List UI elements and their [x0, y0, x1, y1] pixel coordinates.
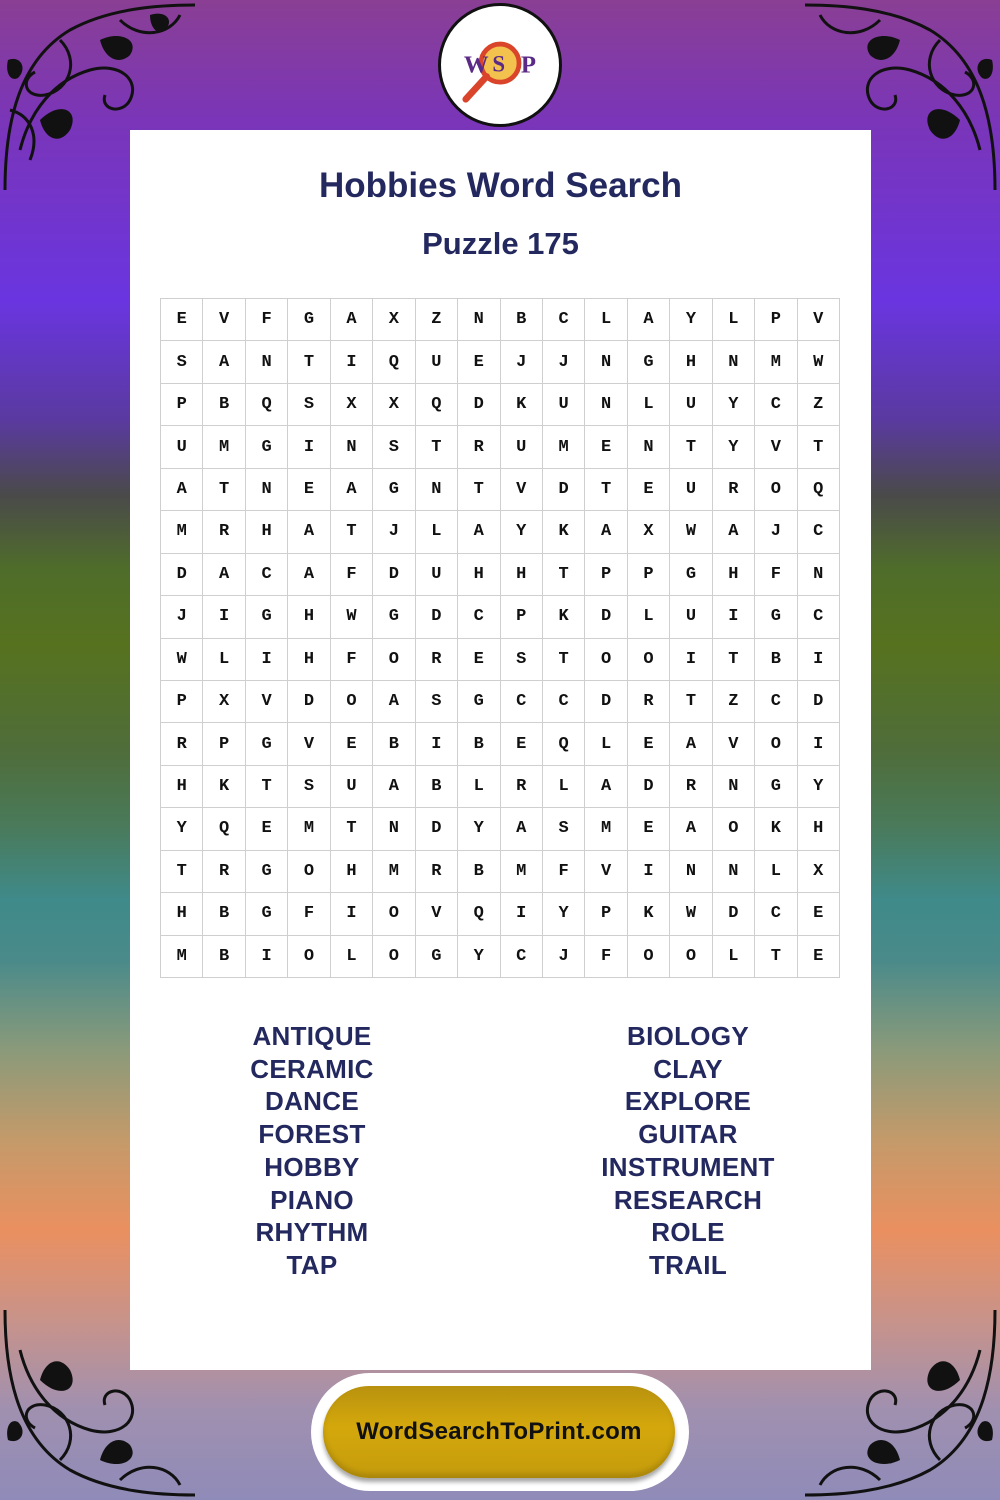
grid-cell[interactable]: Y: [798, 766, 840, 808]
grid-cell[interactable]: A: [373, 766, 415, 808]
grid-cell[interactable]: Z: [416, 299, 458, 341]
grid-cell[interactable]: L: [628, 384, 670, 426]
grid-cell[interactable]: T: [755, 936, 797, 978]
grid-cell[interactable]: C: [798, 511, 840, 553]
word-list-item: EXPLORE: [624, 1086, 752, 1117]
grid-cell[interactable]: N: [416, 469, 458, 511]
grid-cell[interactable]: S: [288, 384, 330, 426]
grid-cell[interactable]: P: [585, 554, 627, 596]
grid-cell[interactable]: N: [246, 341, 288, 383]
grid-cell[interactable]: N: [713, 766, 755, 808]
grid-cell[interactable]: B: [203, 893, 245, 935]
grid-cell[interactable]: C: [501, 936, 543, 978]
grid-cell[interactable]: L: [585, 723, 627, 765]
grid-cell[interactable]: O: [331, 681, 373, 723]
grid-cell[interactable]: K: [543, 596, 585, 638]
grid-cell[interactable]: E: [798, 893, 840, 935]
grid-cell[interactable]: D: [416, 808, 458, 850]
grid-cell[interactable]: O: [755, 469, 797, 511]
grid-cell[interactable]: L: [713, 936, 755, 978]
grid-cell[interactable]: O: [755, 723, 797, 765]
grid-cell[interactable]: V: [713, 723, 755, 765]
grid-cell[interactable]: C: [246, 554, 288, 596]
grid-cell[interactable]: R: [416, 639, 458, 681]
grid-cell[interactable]: E: [458, 341, 500, 383]
grid-cell[interactable]: H: [288, 596, 330, 638]
grid-cell[interactable]: X: [373, 384, 415, 426]
grid-cell[interactable]: N: [331, 426, 373, 468]
grid-cell[interactable]: J: [543, 341, 585, 383]
grid-cell[interactable]: M: [373, 851, 415, 893]
grid-cell[interactable]: O: [288, 851, 330, 893]
grid-cell[interactable]: Y: [713, 426, 755, 468]
grid-cell[interactable]: T: [246, 766, 288, 808]
grid-cell[interactable]: S: [288, 766, 330, 808]
logo-letter-p: P: [520, 51, 537, 79]
grid-cell[interactable]: B: [373, 723, 415, 765]
grid-cell[interactable]: A: [501, 808, 543, 850]
grid-cell[interactable]: L: [713, 299, 755, 341]
grid-cell[interactable]: C: [458, 596, 500, 638]
grid-cell[interactable]: F: [331, 554, 373, 596]
grid-cell[interactable]: N: [798, 554, 840, 596]
grid-cell[interactable]: I: [331, 341, 373, 383]
grid-cell[interactable]: B: [416, 766, 458, 808]
grid-cell[interactable]: M: [585, 808, 627, 850]
grid-cell[interactable]: E: [585, 426, 627, 468]
grid-cell[interactable]: V: [246, 681, 288, 723]
word-list-right: [538, 1020, 838, 1282]
grid-cell[interactable]: T: [670, 426, 712, 468]
grid-cell[interactable]: Y: [543, 893, 585, 935]
grid-cell[interactable]: R: [670, 766, 712, 808]
grid-cell[interactable]: S: [161, 341, 203, 383]
logo-letter-s: S: [492, 51, 506, 77]
grid-cell[interactable]: C: [755, 893, 797, 935]
grid-cell[interactable]: A: [161, 469, 203, 511]
grid-cell[interactable]: T: [331, 511, 373, 553]
grid-cell[interactable]: M: [161, 936, 203, 978]
grid-cell[interactable]: E: [628, 808, 670, 850]
grid-cell[interactable]: A: [585, 766, 627, 808]
grid-cell[interactable]: B: [203, 936, 245, 978]
grid-cell[interactable]: O: [288, 936, 330, 978]
grid-cell[interactable]: X: [628, 511, 670, 553]
grid-cell[interactable]: G: [373, 469, 415, 511]
word-list-item: DANCE: [265, 1086, 359, 1117]
grid-cell[interactable]: H: [713, 554, 755, 596]
grid-cell[interactable]: V: [755, 426, 797, 468]
grid-cell[interactable]: D: [288, 681, 330, 723]
grid-cell[interactable]: Y: [501, 511, 543, 553]
grid-cell[interactable]: Y: [458, 808, 500, 850]
grid-cell[interactable]: R: [203, 851, 245, 893]
grid-cell[interactable]: D: [585, 596, 627, 638]
grid-cell[interactable]: A: [628, 299, 670, 341]
grid-cell[interactable]: N: [628, 426, 670, 468]
grid-cell[interactable]: W: [161, 639, 203, 681]
grid-cell[interactable]: P: [585, 893, 627, 935]
grid-cell[interactable]: E: [628, 723, 670, 765]
grid-cell[interactable]: W: [670, 893, 712, 935]
grid-cell[interactable]: L: [416, 511, 458, 553]
page-title: Hobbies Word Search: [318, 166, 683, 205]
grid-cell[interactable]: G: [246, 723, 288, 765]
grid-cell[interactable]: D: [543, 469, 585, 511]
grid-cell[interactable]: M: [543, 426, 585, 468]
word-list-item: FOREST: [258, 1119, 366, 1150]
grid-cell[interactable]: P: [203, 723, 245, 765]
grid-cell[interactable]: R: [416, 851, 458, 893]
grid-cell[interactable]: N: [458, 299, 500, 341]
grid-cell[interactable]: V: [501, 469, 543, 511]
grid-cell[interactable]: S: [373, 426, 415, 468]
website-label: WordSearchToPrint.com: [356, 1418, 642, 1445]
grid-cell[interactable]: Z: [798, 384, 840, 426]
grid-cell[interactable]: K: [501, 384, 543, 426]
grid-cell[interactable]: X: [373, 299, 415, 341]
grid-cell[interactable]: T: [288, 341, 330, 383]
grid-cell[interactable]: H: [501, 554, 543, 596]
grid-cell[interactable]: I: [798, 639, 840, 681]
grid-cell[interactable]: Z: [713, 681, 755, 723]
grid-cell[interactable]: O: [628, 639, 670, 681]
grid-cell[interactable]: L: [458, 766, 500, 808]
grid-cell[interactable]: K: [755, 808, 797, 850]
grid-cell[interactable]: J: [501, 341, 543, 383]
grid-cell[interactable]: F: [585, 936, 627, 978]
wsp-logo: [438, 3, 562, 127]
word-list-item: BIOLOGY: [627, 1021, 749, 1051]
grid-cell[interactable]: K: [628, 893, 670, 935]
word-list-item: HOBBY: [264, 1151, 360, 1182]
word-list-item: INSTRUMENT: [601, 1151, 775, 1182]
word-list-item: CLAY: [653, 1053, 723, 1084]
grid-cell[interactable]: F: [288, 893, 330, 935]
grid-cell[interactable]: G: [246, 596, 288, 638]
grid-cell[interactable]: U: [670, 384, 712, 426]
grid-cell[interactable]: C: [501, 681, 543, 723]
grid-cell[interactable]: N: [373, 808, 415, 850]
grid-cell[interactable]: B: [458, 851, 500, 893]
magnifier-icon: [466, 76, 487, 99]
grid-cell[interactable]: A: [203, 341, 245, 383]
word-list-item: TRAIL: [648, 1249, 728, 1280]
grid-cell[interactable]: E: [246, 808, 288, 850]
grid-cell[interactable]: M: [161, 511, 203, 553]
grid-cell[interactable]: I: [798, 723, 840, 765]
grid-cell[interactable]: L: [755, 851, 797, 893]
grid-cell[interactable]: M: [288, 808, 330, 850]
grid-cell[interactable]: J: [755, 511, 797, 553]
grid-cell[interactable]: D: [373, 554, 415, 596]
grid-cell[interactable]: R: [713, 469, 755, 511]
grid-cell[interactable]: F: [543, 851, 585, 893]
grid-cell[interactable]: Y: [161, 808, 203, 850]
grid-cell[interactable]: K: [203, 766, 245, 808]
grid-cell[interactable]: H: [246, 511, 288, 553]
grid-cell[interactable]: Y: [458, 936, 500, 978]
grid-cell[interactable]: Y: [713, 384, 755, 426]
grid-cell[interactable]: X: [798, 851, 840, 893]
grid-cell[interactable]: D: [628, 766, 670, 808]
grid-cell[interactable]: N: [246, 469, 288, 511]
grid-cell[interactable]: G: [755, 766, 797, 808]
grid-cell[interactable]: G: [246, 851, 288, 893]
grid-cell[interactable]: L: [203, 639, 245, 681]
grid-cell[interactable]: I: [331, 893, 373, 935]
grid-cell[interactable]: G: [373, 596, 415, 638]
grid-cell[interactable]: W: [670, 511, 712, 553]
grid-cell[interactable]: Q: [458, 893, 500, 935]
grid-cell[interactable]: I: [246, 639, 288, 681]
grid-cell[interactable]: L: [331, 936, 373, 978]
grid-cell[interactable]: H: [288, 639, 330, 681]
puzzle-card: [130, 130, 871, 1370]
grid-cell[interactable]: U: [501, 426, 543, 468]
grid-cell[interactable]: G: [458, 681, 500, 723]
grid-cell[interactable]: O: [670, 936, 712, 978]
grid-cell[interactable]: G: [755, 596, 797, 638]
grid-cell[interactable]: X: [331, 384, 373, 426]
grid-cell[interactable]: T: [670, 681, 712, 723]
grid-cell[interactable]: P: [628, 554, 670, 596]
grid-cell[interactable]: D: [585, 681, 627, 723]
grid-cell[interactable]: A: [288, 511, 330, 553]
grid-cell[interactable]: A: [713, 511, 755, 553]
grid-cell[interactable]: S: [501, 639, 543, 681]
grid-cell[interactable]: W: [331, 596, 373, 638]
grid-cell[interactable]: P: [755, 299, 797, 341]
word-list-item: RESEARCH: [613, 1184, 763, 1215]
grid-cell[interactable]: T: [161, 851, 203, 893]
grid-cell[interactable]: P: [161, 681, 203, 723]
grid-cell[interactable]: W: [798, 341, 840, 383]
grid-cell[interactable]: C: [543, 299, 585, 341]
grid-cell[interactable]: N: [585, 341, 627, 383]
word-list-item: GUITAR: [638, 1119, 738, 1150]
grid-cell[interactable]: L: [628, 596, 670, 638]
grid-cell[interactable]: H: [798, 808, 840, 850]
grid-cell[interactable]: C: [755, 384, 797, 426]
grid-cell[interactable]: V: [288, 723, 330, 765]
grid-cell[interactable]: A: [373, 681, 415, 723]
grid-cell[interactable]: B: [755, 639, 797, 681]
logo-letter-w: W: [463, 51, 489, 79]
grid-cell[interactable]: M: [501, 851, 543, 893]
grid-cell[interactable]: D: [458, 384, 500, 426]
grid-cell[interactable]: J: [543, 936, 585, 978]
grid-cell[interactable]: O: [585, 639, 627, 681]
grid-cell[interactable]: A: [670, 723, 712, 765]
grid-cell[interactable]: T: [713, 639, 755, 681]
grid-cell[interactable]: Q: [246, 384, 288, 426]
grid-cell[interactable]: I: [416, 723, 458, 765]
word-list-item: CERAMIC: [250, 1053, 374, 1084]
grid-cell[interactable]: S: [416, 681, 458, 723]
grid-cell[interactable]: N: [670, 851, 712, 893]
grid-cell[interactable]: J: [373, 511, 415, 553]
grid-cell[interactable]: M: [755, 341, 797, 383]
grid-cell[interactable]: Q: [373, 341, 415, 383]
grid-cell[interactable]: L: [543, 766, 585, 808]
grid-cell[interactable]: I: [203, 596, 245, 638]
puzzle-number: Puzzle 175: [422, 226, 579, 261]
grid-cell[interactable]: O: [628, 936, 670, 978]
grid-cell[interactable]: C: [543, 681, 585, 723]
grid-cell[interactable]: V: [203, 299, 245, 341]
letter-grid: [160, 298, 840, 978]
grid-cell[interactable]: X: [203, 681, 245, 723]
grid-cell[interactable]: U: [416, 341, 458, 383]
grid-cell[interactable]: T: [543, 554, 585, 596]
grid-cell[interactable]: G: [288, 299, 330, 341]
grid-cell[interactable]: I: [628, 851, 670, 893]
grid-cell[interactable]: I: [501, 893, 543, 935]
grid-cell[interactable]: U: [416, 554, 458, 596]
grid-cell[interactable]: I: [670, 639, 712, 681]
grid-cell[interactable]: I: [246, 936, 288, 978]
grid-cell[interactable]: D: [713, 893, 755, 935]
grid-cell[interactable]: A: [203, 554, 245, 596]
grid-cell[interactable]: F: [331, 639, 373, 681]
grid-cell[interactable]: T: [543, 639, 585, 681]
grid-cell[interactable]: G: [246, 426, 288, 468]
grid-cell[interactable]: V: [585, 851, 627, 893]
grid-cell[interactable]: Q: [416, 384, 458, 426]
grid-cell[interactable]: P: [501, 596, 543, 638]
grid-cell[interactable]: A: [458, 511, 500, 553]
word-list-item: TAP: [286, 1249, 338, 1280]
grid-cell[interactable]: N: [713, 851, 755, 893]
grid-cell[interactable]: E: [331, 723, 373, 765]
grid-cell[interactable]: F: [755, 554, 797, 596]
grid-cell[interactable]: K: [543, 511, 585, 553]
grid-cell[interactable]: H: [458, 554, 500, 596]
word-list-item: ROLE: [651, 1217, 725, 1248]
grid-cell[interactable]: A: [331, 299, 373, 341]
grid-cell[interactable]: H: [161, 893, 203, 935]
grid-cell[interactable]: T: [203, 469, 245, 511]
grid-cell[interactable]: R: [203, 511, 245, 553]
grid-cell[interactable]: U: [670, 596, 712, 638]
grid-cell[interactable]: A: [288, 554, 330, 596]
grid-cell[interactable]: M: [203, 426, 245, 468]
grid-cell[interactable]: R: [458, 426, 500, 468]
grid-cell[interactable]: E: [628, 469, 670, 511]
word-list-item: RHYTHM: [255, 1217, 369, 1248]
grid-cell[interactable]: O: [373, 639, 415, 681]
grid-cell[interactable]: V: [416, 893, 458, 935]
grid-cell[interactable]: S: [543, 808, 585, 850]
grid-cell[interactable]: E: [161, 299, 203, 341]
grid-cell[interactable]: A: [670, 808, 712, 850]
grid-cell[interactable]: U: [331, 766, 373, 808]
grid-cell[interactable]: E: [288, 469, 330, 511]
grid-cell[interactable]: G: [628, 341, 670, 383]
grid-cell[interactable]: A: [585, 511, 627, 553]
grid-cell[interactable]: B: [203, 384, 245, 426]
grid-cell[interactable]: H: [161, 766, 203, 808]
grid-cell[interactable]: Q: [543, 723, 585, 765]
grid-cell[interactable]: D: [798, 681, 840, 723]
grid-cell[interactable]: H: [331, 851, 373, 893]
grid-cell[interactable]: T: [416, 426, 458, 468]
grid-cell[interactable]: T: [798, 426, 840, 468]
grid-cell[interactable]: O: [373, 936, 415, 978]
grid-cell[interactable]: R: [501, 766, 543, 808]
grid-cell[interactable]: Y: [670, 299, 712, 341]
grid-cell[interactable]: N: [713, 341, 755, 383]
website-button[interactable]: [323, 1386, 675, 1478]
grid-cell[interactable]: G: [670, 554, 712, 596]
grid-cell[interactable]: B: [458, 723, 500, 765]
grid-cell[interactable]: E: [458, 639, 500, 681]
grid-cell[interactable]: E: [501, 723, 543, 765]
word-list-item: ANTIQUE: [252, 1021, 372, 1051]
grid-cell[interactable]: R: [161, 723, 203, 765]
grid-cell[interactable]: T: [331, 808, 373, 850]
grid-cell[interactable]: Q: [798, 469, 840, 511]
grid-cell[interactable]: T: [458, 469, 500, 511]
grid-cell[interactable]: U: [543, 384, 585, 426]
grid-cell[interactable]: F: [246, 299, 288, 341]
grid-cell[interactable]: V: [798, 299, 840, 341]
grid-cell[interactable]: P: [161, 384, 203, 426]
grid-cell[interactable]: H: [670, 341, 712, 383]
grid-cell[interactable]: T: [585, 469, 627, 511]
grid-cell[interactable]: N: [585, 384, 627, 426]
grid-cell[interactable]: D: [161, 554, 203, 596]
grid-cell[interactable]: Q: [203, 808, 245, 850]
grid-cell[interactable]: C: [798, 596, 840, 638]
grid-cell[interactable]: U: [670, 469, 712, 511]
grid-cell[interactable]: O: [713, 808, 755, 850]
grid-cell[interactable]: E: [798, 936, 840, 978]
grid-cell[interactable]: G: [246, 893, 288, 935]
grid-cell[interactable]: I: [713, 596, 755, 638]
grid-cell[interactable]: C: [755, 681, 797, 723]
grid-cell[interactable]: U: [161, 426, 203, 468]
word-list-item: PIANO: [270, 1184, 354, 1215]
grid-cell[interactable]: D: [416, 596, 458, 638]
grid-cell[interactable]: I: [288, 426, 330, 468]
grid-cell[interactable]: L: [585, 299, 627, 341]
grid-cell[interactable]: R: [628, 681, 670, 723]
grid-cell[interactable]: O: [373, 893, 415, 935]
word-list-left: [162, 1020, 462, 1282]
grid-cell[interactable]: B: [501, 299, 543, 341]
grid-cell[interactable]: G: [416, 936, 458, 978]
grid-cell[interactable]: J: [161, 596, 203, 638]
grid-cell[interactable]: A: [331, 469, 373, 511]
